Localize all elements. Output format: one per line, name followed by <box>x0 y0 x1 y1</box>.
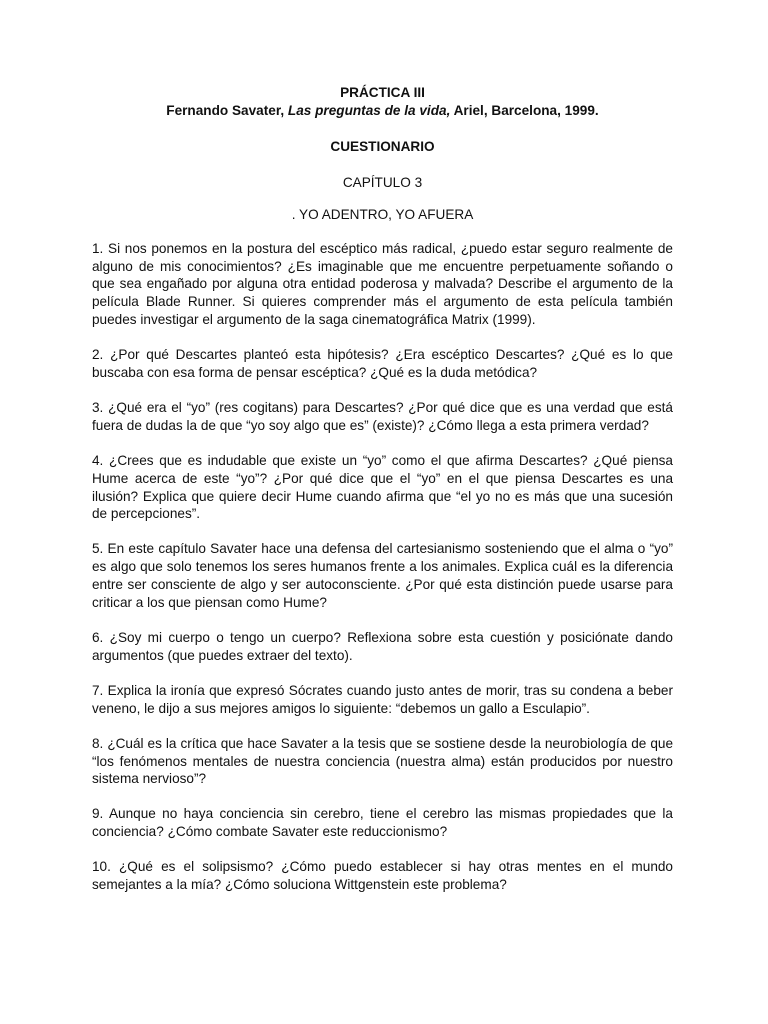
chapter-label: CAPÍTULO 3 <box>342 175 423 190</box>
reference-author: Fernando Savater, <box>166 103 288 118</box>
reference-publisher: Ariel, Barcelona, 1999. <box>450 103 599 118</box>
questionnaire-heading: CUESTIONARIO <box>330 139 435 154</box>
question-item: 10. ¿Qué es el solipsismo? ¿Cómo puedo establecer si hay otras mentes en el mundo semejantes a la mía? ¿Cómo soluciona Wittgenstein este problema? <box>92 859 673 893</box>
questions-list <box>92 240 673 894</box>
question-item: 5. En este capítulo Savater hace una defensa del cartesianismo sosteniendo que el alma o “yo” es algo que solo tenemos los seres humanos frente a los animales. Explica cuál es la diferencia entre ser consciente de algo y ser autoconsciente. ¿Por qué esta distinción puede usarse para criticar a los que piensan como Hume? <box>92 541 673 611</box>
question-item: 4. ¿Crees que es indudable que existe un “yo” como el que afirma Descartes? ¿Qué piensa Hume acerca de este “yo”? ¿Por qué dice que el “yo” en el que piensa Descartes es una ilusión? Explica que quiere decir Hume cuando afirma que “el yo no es más que una sucesión de percepciones”. <box>92 452 673 522</box>
question-item: 9. Aunque no haya conciencia sin cerebro, tiene el cerebro las mismas propiedades que la conciencia? ¿Cómo combate Savater este reduccionismo? <box>92 806 673 840</box>
question-item: 7. Explica la ironía que expresó Sócrates cuando justo antes de morir, tras su condena a beber veneno, le dijo a sus mejores amigos lo siguiente: “debemos un gallo a Esculapio”. <box>92 682 673 716</box>
document-page <box>92 84 673 911</box>
chapter-title: . YO ADENTRO, YO AFUERA <box>291 206 474 222</box>
reference-book-title: Las preguntas de la vida, <box>287 103 451 118</box>
question-item: 3. ¿Qué era el “yo” (res cogitans) para Descartes? ¿Por qué dice que es una verdad que está fuera de dudas la de que “yo soy algo que es” (existe)? ¿Cómo llega a esta primera verdad? <box>92 399 673 433</box>
practice-title: PRÁCTICA III <box>340 85 425 100</box>
question-item: 1. Si nos ponemos en la postura del escéptico más radical, ¿puedo estar seguro realmente de alguno de mis conocimientos? ¿Es imaginable que me encuentre perpetuamente soñando o que sea engañado por alguna otra entidad poderosa y malvada? Describe el argumento de la película Blade Runner. Si quieres comprender más el argumento de esta película también puedes investigar el argumento de la saga cinematográfica Matrix (1999). <box>92 240 673 328</box>
question-item: 2. ¿Por qué Descartes planteó esta hipótesis? ¿Era escéptico Descartes? ¿Qué es lo que buscaba con esa forma de pensar escéptica? ¿Qué es la duda metódica? <box>92 347 673 381</box>
question-item: 8. ¿Cuál es la crítica que hace Savater a la tesis que se sostiene desde la neurobiología de que “los fenómenos mentales de nuestra conciencia (nuestra alma) están producidos por nuestro sistema nervioso”? <box>92 735 673 787</box>
book-reference <box>92 102 673 120</box>
question-item: 6. ¿Soy mi cuerpo o tengo un cuerpo? Reflexiona sobre esta cuestión y posiciónate dando argumentos (que puedes extraer del texto). <box>92 630 673 663</box>
